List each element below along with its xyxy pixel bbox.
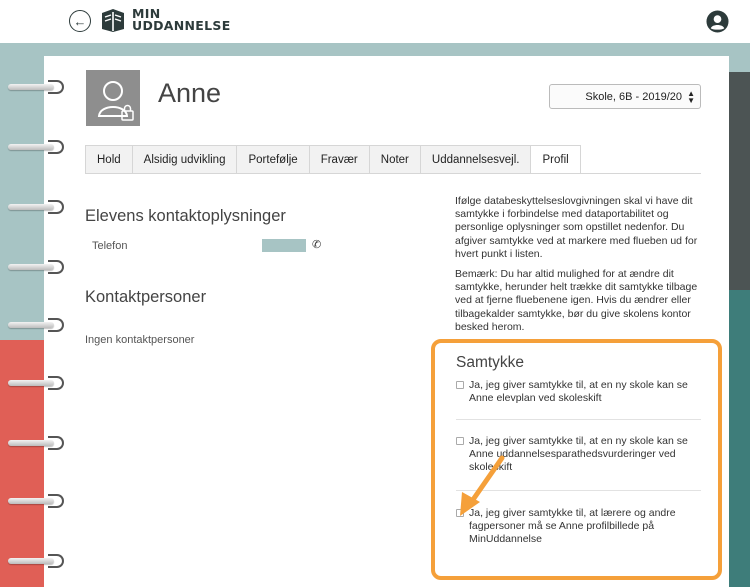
tab-portefolje[interactable]: Portefølje: [236, 145, 308, 174]
school-class-select-value: Skole, 6B - 2019/20: [585, 90, 682, 103]
binder-ring: [8, 200, 66, 214]
phone-number-redacted: [262, 239, 306, 252]
binder-ring: [8, 140, 66, 154]
school-class-select[interactable]: [549, 84, 701, 109]
select-arrows-icon: ▲ ▼: [687, 89, 695, 105]
consent-item-text: Ja, jeg giver samtykke til, at en ny skole kan se Anne uddannelsesparathedsvurderinger ved skoleskift: [469, 435, 688, 474]
no-contact-persons-text: Ingen kontaktpersoner: [85, 334, 195, 346]
tab-profil[interactable]: Profil: [530, 145, 580, 174]
phone-label: Telefon: [92, 240, 128, 252]
tab-fravaer[interactable]: Fravær: [309, 145, 369, 174]
tab-noter[interactable]: Noter: [369, 145, 420, 174]
logo-text: MIN UDDANNELSE: [132, 6, 231, 33]
consent-note-paragraph: Bemærk: Du har altid mulighed for at ændre dit samtykke, herunder helt trække dit samtykke tilbage ved at fjerne fluebenene igen. Hvis du ændrer eller tilbagekalder samtykke, bør du give skolens kontor besked herom.: [455, 268, 698, 333]
book-icon: [100, 7, 126, 33]
binder-ring: [8, 376, 66, 390]
consent-item-text: Ja, jeg giver samtykke til, at lærere og andre fagpersoner må se Anne profilbillede på MinUddannelse: [469, 507, 676, 546]
tab-uddannelsesvejledning[interactable]: Uddannelsesvejl.: [420, 145, 531, 174]
binder-ring: [8, 436, 66, 450]
top-bar: [0, 0, 750, 43]
binder-ring: [8, 80, 66, 94]
binder-ring: [8, 260, 66, 274]
tabs-divider: [85, 173, 701, 174]
binder-ring: [8, 494, 66, 508]
avatar[interactable]: [86, 70, 140, 126]
phone-icon[interactable]: ✆: [312, 239, 322, 251]
consent-title: Samtykke: [456, 354, 525, 371]
logo[interactable]: [100, 7, 231, 33]
tab-alsidig-udvikling[interactable]: Alsidig udvikling: [132, 145, 237, 174]
tab-hold[interactable]: Hold: [85, 145, 132, 174]
back-arrow-icon[interactable]: ←: [69, 10, 91, 32]
consent-item-text: Ja, jeg giver samtykke til, at en ny skole kan se Anne elevplan ved skoleskift: [469, 379, 688, 405]
contact-persons-title: Kontaktpersoner: [85, 288, 207, 306]
student-name: Anne: [158, 78, 222, 108]
background-teal-strip: [728, 290, 750, 587]
contact-info-title: Elevens kontaktoplysninger: [85, 207, 286, 225]
binder-ring: [8, 554, 66, 568]
user-account-icon[interactable]: [706, 10, 729, 33]
binder-ring: [8, 318, 66, 332]
person-icon: [86, 70, 140, 126]
consent-info-paragraph: Ifølge databeskyttelseslovgivningen skal vi have dit samtykke i forbindelse med dataportabilitet og personlige oplysninger som opstillet nedenfor. Du afgiver samtykke ved at markere med flueben ud for hvert punkt i listen.: [455, 195, 698, 260]
profile-tabs: [85, 145, 581, 174]
arrow-pointer-icon: [452, 452, 512, 527]
